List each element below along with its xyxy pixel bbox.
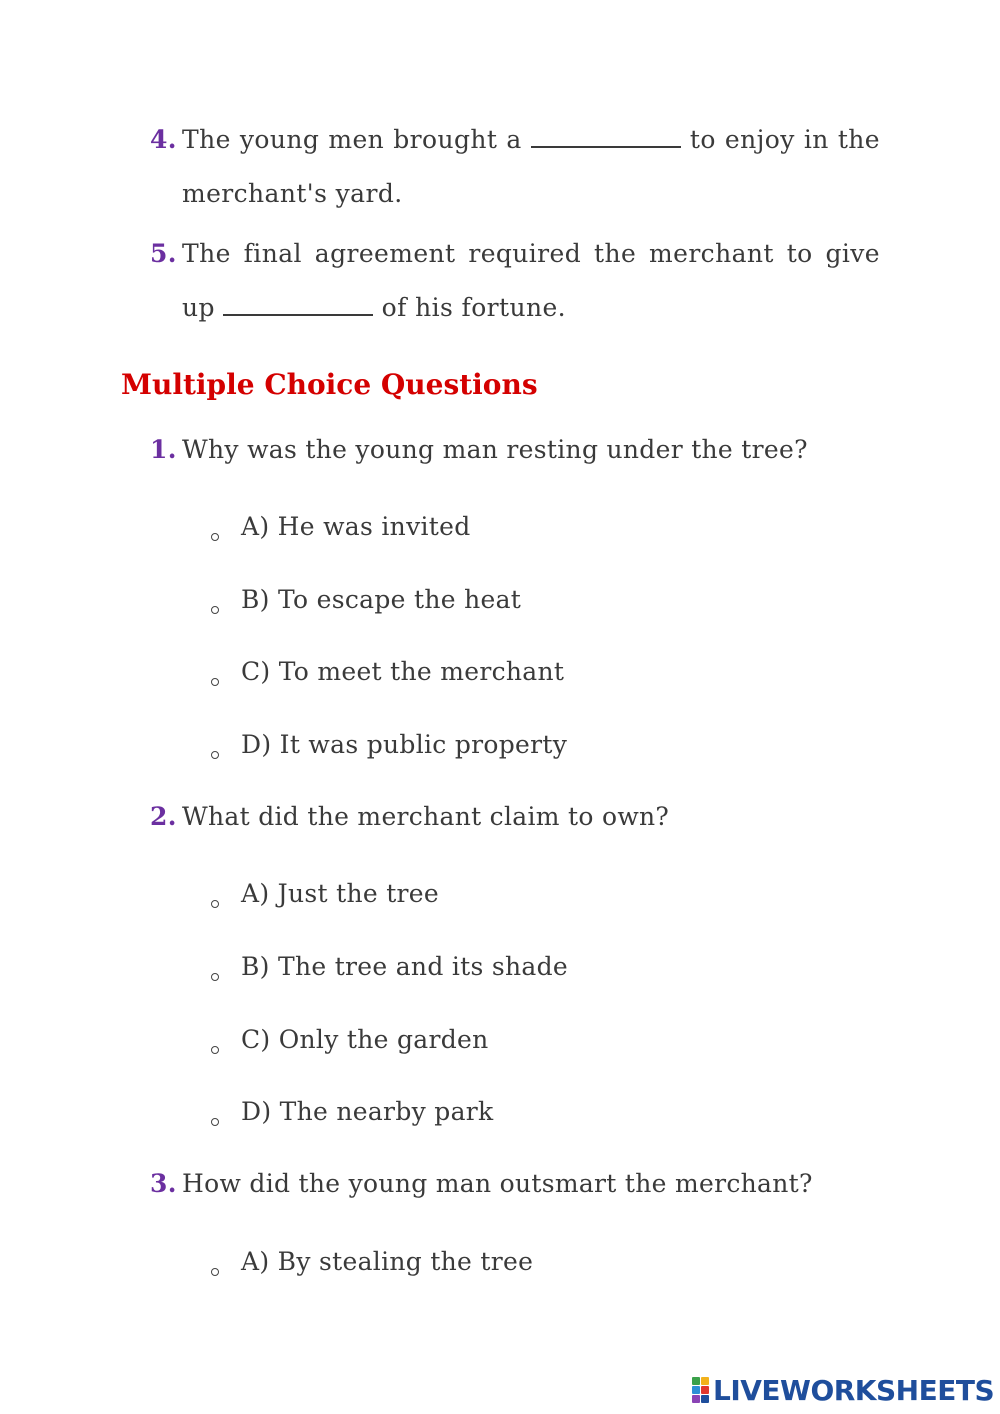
circle-bullet-icon (211, 751, 219, 759)
circle-bullet-icon (211, 533, 219, 541)
option-1a[interactable] (211, 509, 471, 545)
blank-field[interactable] (223, 294, 373, 316)
circle-bullet-icon (211, 1268, 219, 1276)
option-2b[interactable] (211, 949, 568, 985)
circle-bullet-icon (211, 1046, 219, 1054)
option-label: C) To meet the merchant (241, 657, 565, 686)
fill-blank-item-4 (150, 113, 880, 221)
item-number: 4. (150, 125, 177, 154)
option-label: B) The tree and its shade (241, 952, 569, 981)
section-title: Multiple Choice Questions (121, 368, 538, 401)
liveworksheets-logo-icon (692, 1377, 709, 1403)
circle-bullet-icon (211, 900, 219, 908)
option-2a[interactable] (211, 876, 439, 912)
liveworksheets-logo (692, 1374, 994, 1406)
question-number: 2. (150, 802, 177, 831)
question-3 (150, 1166, 813, 1202)
option-2c[interactable] (211, 1022, 489, 1058)
item-number: 5. (150, 239, 177, 268)
circle-bullet-icon (211, 1118, 219, 1126)
item-text-before: The final agreement required the merchant to give up (182, 239, 880, 322)
question-text: How did the young man outsmart the merchant? (182, 1169, 813, 1198)
option-label: B) To escape the heat (241, 585, 522, 614)
option-label: D) It was public property (241, 730, 568, 759)
circle-bullet-icon (211, 678, 219, 686)
question-1 (150, 432, 808, 468)
option-1c[interactable] (211, 654, 564, 690)
question-number: 1. (150, 435, 177, 464)
item-text-after: to enjoy in the merchant's yard. (182, 125, 880, 208)
question-2 (150, 799, 669, 835)
option-2d[interactable] (211, 1094, 494, 1130)
logo-text: LIVEWORKSHEETS (713, 1373, 995, 1407)
item-text-after: of his fortune. (373, 293, 566, 322)
question-text: What did the merchant claim to own? (182, 802, 670, 831)
option-1b[interactable] (211, 582, 521, 618)
question-number: 3. (150, 1169, 177, 1198)
fill-blank-item-5 (150, 227, 880, 335)
option-label: A) Just the tree (241, 879, 439, 908)
circle-bullet-icon (211, 973, 219, 981)
option-3a[interactable] (211, 1244, 533, 1280)
item-text-before: The young men brought a (182, 125, 531, 154)
question-text: Why was the young man resting under the tree? (182, 435, 808, 464)
circle-bullet-icon (211, 606, 219, 614)
blank-field[interactable] (531, 126, 681, 148)
option-label: D) The nearby park (241, 1097, 494, 1126)
option-label: A) He was invited (241, 512, 471, 541)
option-label: A) By stealing the tree (241, 1247, 534, 1276)
option-1d[interactable] (211, 727, 567, 763)
option-label: C) Only the garden (241, 1025, 489, 1054)
